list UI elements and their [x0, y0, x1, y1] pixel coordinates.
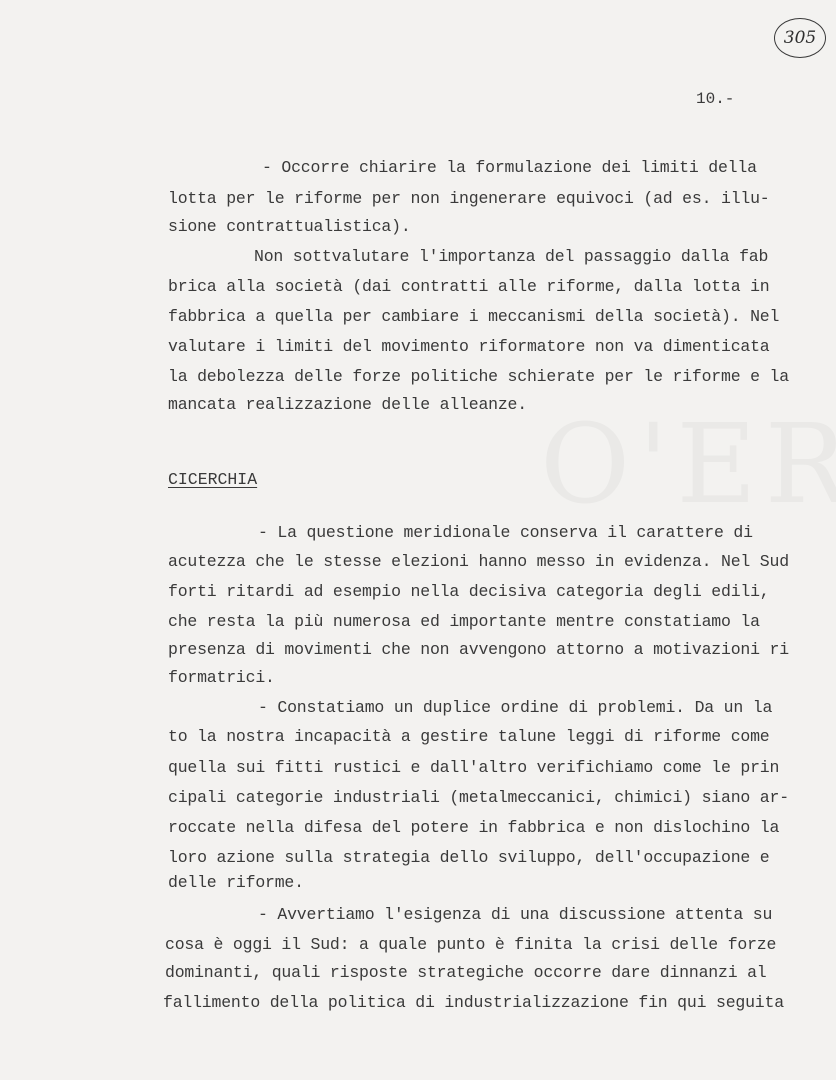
- text-line: valutare i limiti del movimento riformatore non va dimenticata: [168, 337, 770, 356]
- text-line: cosa è oggi il Sud: a quale punto è finita la crisi delle forze: [165, 935, 777, 954]
- text-line: loro azione sulla strategia dello sviluppo, dell'occupazione e: [168, 848, 770, 867]
- text-line: fabbrica a quella per cambiare i meccanismi della società). Nel: [168, 307, 780, 326]
- text-line: formatrici.: [168, 668, 275, 687]
- background-bleed-through: [540, 400, 836, 528]
- text-line: mancata realizzazione delle alleanze.: [168, 395, 527, 414]
- text-line: dominanti, quali risposte strategiche occorre dare dinnanzi al: [165, 963, 767, 982]
- text-line: sione contrattualistica).: [168, 217, 411, 236]
- text-line: che resta la più numerosa ed importante mentre constatiamo la: [168, 612, 760, 631]
- text-line: cipali categorie industriali (metalmeccanici, chimici) siano ar-: [168, 788, 789, 807]
- text-line: forti ritardi ad esempio nella decisiva categoria degli edili,: [168, 582, 770, 601]
- text-line: presenza di movimenti che non avvengono attorno a motivazioni ri: [168, 640, 789, 659]
- text-line: fallimento della politica di industrializzazione fin qui seguita: [163, 993, 784, 1012]
- text-line: - Occorre chiarire la formulazione dei limiti della: [262, 158, 757, 177]
- text-line: - Avvertiamo l'esigenza di una discussione attenta su: [258, 905, 773, 924]
- archive-number-stamp: 305: [774, 18, 826, 58]
- page-number: 10.-: [696, 90, 735, 108]
- text-line: Non sottvalutare l'importanza del passaggio dalla fab: [254, 247, 769, 266]
- text-line: - Constatiamo un duplice ordine di problemi. Da un la: [258, 698, 773, 717]
- text-line: roccate nella difesa del potere in fabbrica e non dislochino la: [168, 818, 780, 837]
- speaker-heading: CICERCHIA: [168, 470, 258, 489]
- text-line: acutezza che le stesse elezioni hanno messo in evidenza. Nel Sud: [168, 552, 789, 571]
- text-line: delle riforme.: [168, 873, 304, 892]
- text-line: brica alla società (dai contratti alle riforme, dalla lotta in: [168, 277, 770, 296]
- text-line: quella sui fitti rustici e dall'altro verifichiamo come le prin: [168, 758, 780, 777]
- text-line: - La questione meridionale conserva il carattere di: [258, 523, 753, 542]
- text-line: to la nostra incapacità a gestire talune leggi di riforme come: [168, 727, 770, 746]
- text-line: lotta per le riforme per non ingenerare equivoci (ad es. illu-: [168, 189, 770, 208]
- text-line: la debolezza delle forze politiche schierate per le riforme e la: [168, 367, 789, 386]
